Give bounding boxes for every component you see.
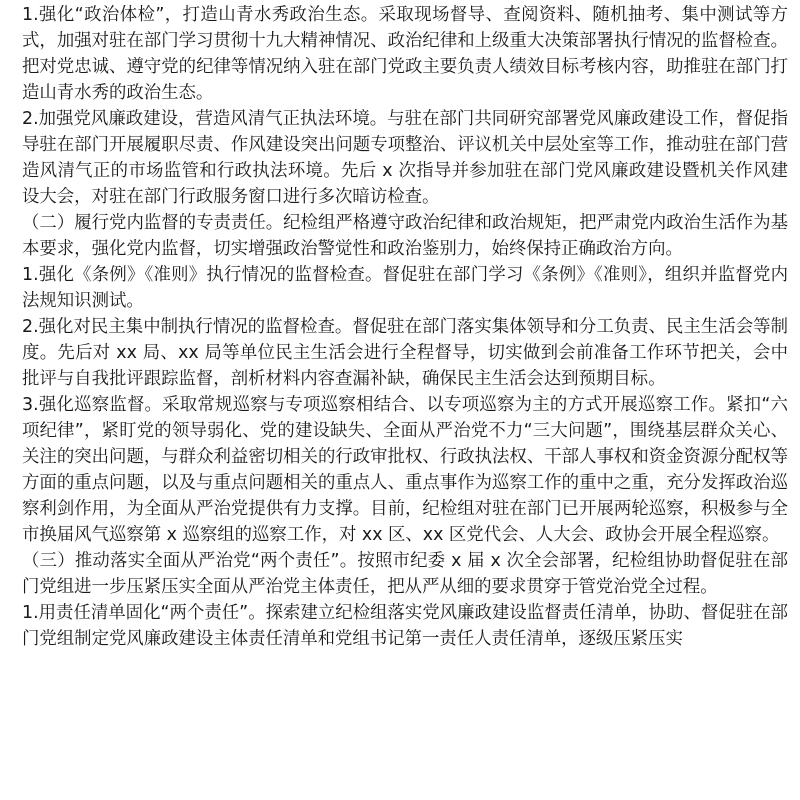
document-page — [22, 0, 788, 652]
paragraph-regulations-supervision: 1.强化《条例》《准则》执行情况的监督检查。督促驻在部门学习《条例》《准则》，组织并监督党内法规知识测试。 — [22, 265, 788, 311]
paragraph-democratic-centralism: 2.强化对民主集中制执行情况的监督检查。督促驻在部门落实集体领导和分工负责、民主生活会等制度。先后对 xx 局、xx 局等单位民主生活会进行全程督导，切实做到会前准备工作环节把关，会中批评与自我批评跟踪监督，剖析材料内容查漏补缺，确保民主生活会达到预期目标。 — [22, 317, 788, 389]
paragraph-responsibility-list: 1.用责任清单固化“两个责任”。探索建立纪检组落实党风廉政建设监督责任清单，协助、督促驻在部门党组制定党风廉政建设主体责任清单和党组书记第一责任人责任清单，逐级压紧压实 — [22, 603, 788, 649]
paragraph-section-two-heading: （二）履行党内监督的专责责任。纪检组严格遵守政治纪律和政治规矩，把严肃党内政治生活作为基本要求，强化党内监督，切实增强政治警觉性和政治鉴别力，始终保持正确政治方向。 — [22, 213, 788, 259]
paragraph-political-checkup: 1.强化“政治体检”，打造山青水秀政治生态。采取现场督导、查阅资料、随机抽考、集中测试等方式，加强对驻在部门学习贯彻十九大精神情况、政治纪律和上级重大决策部署执行情况的监督检查。把对党忠诚、遵守党的纪律等情况纳入驻在部门党政主要负责人绩效目标考核内容，助推驻在部门打造山青水秀的政治生态。 — [22, 5, 788, 103]
paragraph-party-conduct: 2.加强党风廉政建设，营造风清气正执法环境。与驻在部门共同研究部署党风廉政建设工作，督促指导驻在部门开展履职尽责、作风建设突出问题专项整治、评议机关中层处室等工作，推动驻在部门营造风清气正的市场监管和行政执法环境。先后 x 次指导并参加驻在部门党风廉政建设暨机关作风建设大会，对驻在部门行政服务窗口进行多次暗访检查。 — [22, 109, 788, 207]
paragraph-section-three-heading: （三）推动落实全面从严治党“两个责任”。按照市纪委 x 届 x 次全会部署，纪检组协助督促驻在部门党组进一步压紧压实全面从严治党主体责任，把从严从细的要求贯穿于管党治党全过程。 — [22, 551, 788, 597]
paragraph-inspection-supervision: 3.强化巡察监督。采取常规巡察与专项巡察相结合、以专项巡察为主的方式开展巡察工作。紧扣“六项纪律”，紧盯党的领导弱化、党的建设缺失、全面从严治党不力“三大问题”，围绕基层群众关心、关注的突出问题，与群众利益密切相关的行政审批权、行政执法权、干部人事权和资金资源分配权等方面的重点问题，以及与重点问题相关的重点人、重点事作为巡察工作的重中之重，充分发挥政治巡察利剑作用，为全面从严治党提供有力支撑。目前，纪检组对驻在部门已开展两轮巡察，积极参与全市换届风气巡察第 x 巡察组的巡察工作，对 xx 区、xx 区党代会、人大会、政协会开展全程巡察。 — [22, 395, 788, 545]
